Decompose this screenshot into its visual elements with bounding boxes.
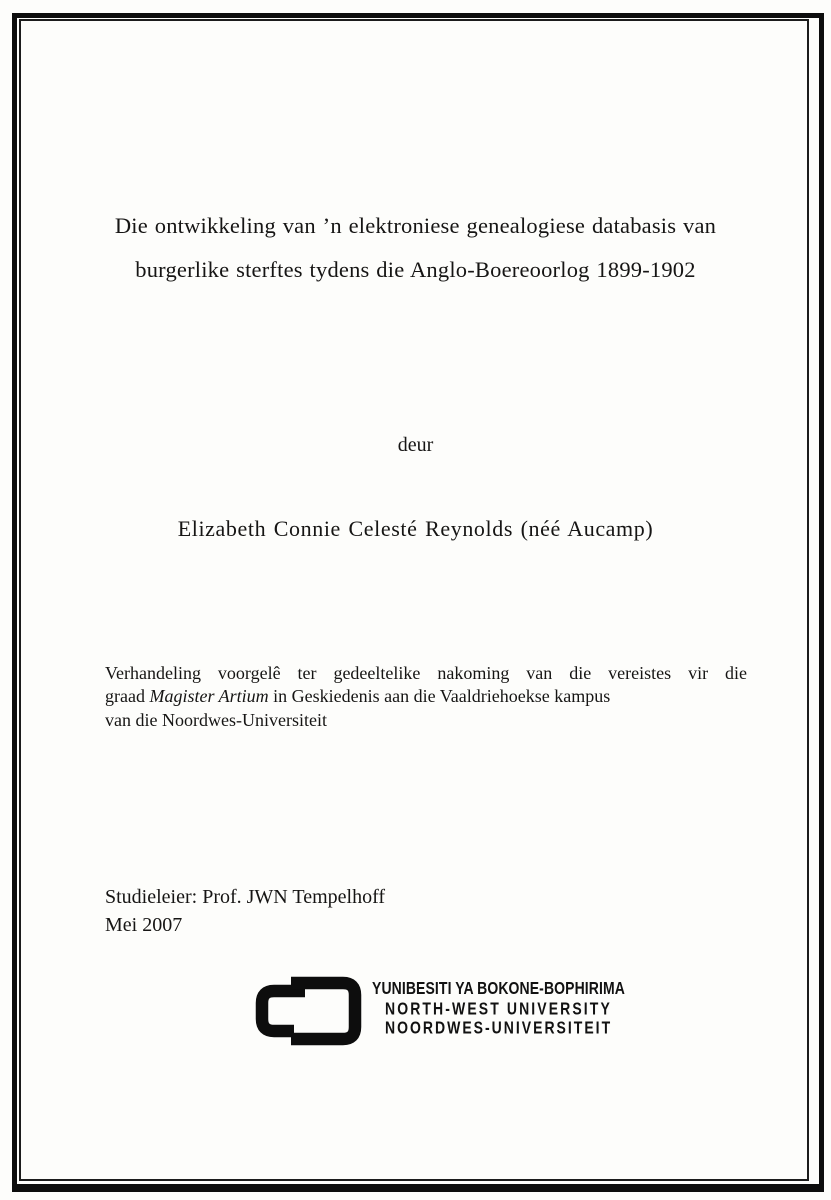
degree-statement-line2-suffix: in Geskiedenis aan die Vaaldriehoekse kampus — [268, 686, 611, 707]
degree-statement-line2-prefix: graad — [105, 686, 150, 707]
byline-deur: deur — [397, 434, 434, 456]
logo-text-afrikaans: NOORDWES-UNIVERSITEIT — [385, 1017, 613, 1038]
degree-statement-line1: Verhandeling voorgelê ter gedeeltelike nakoming van die vereistes vir die — [105, 663, 747, 683]
degree-name-italic: Magister Artium — [149, 686, 269, 707]
supervisor-and-date — [105, 883, 385, 939]
author-name: Elizabeth Connie Celesté Reynolds (néé Aucamp) — [177, 516, 654, 541]
degree-statement-line2 — [105, 685, 747, 708]
thesis-title — [20, 204, 811, 292]
degree-statement — [105, 662, 747, 732]
university-logo-text — [372, 979, 625, 1038]
thesis-title-line1: Die ontwikkeling van ’n elektroniese genealogiese databasis van — [114, 213, 717, 238]
logo-text-english: NORTH-WEST UNIVERSITY — [385, 997, 612, 1018]
university-logo — [255, 976, 625, 1046]
supervisor-line: Studieleier: Prof. JWN Tempelhoff — [105, 886, 386, 908]
thesis-title-line2: burgerlike sterftes tydens die Anglo-Boereoorlog 1899-1902 — [135, 257, 696, 282]
degree-statement-line3: van die Noordwes-Universiteit — [105, 709, 327, 730]
date-line: Mei 2007 — [105, 914, 183, 936]
nwu-interlocking-links-icon — [255, 976, 362, 1046]
logo-text-setswana: YUNIBESITI YA BOKONE-BOPHIRIMA — [372, 977, 625, 999]
